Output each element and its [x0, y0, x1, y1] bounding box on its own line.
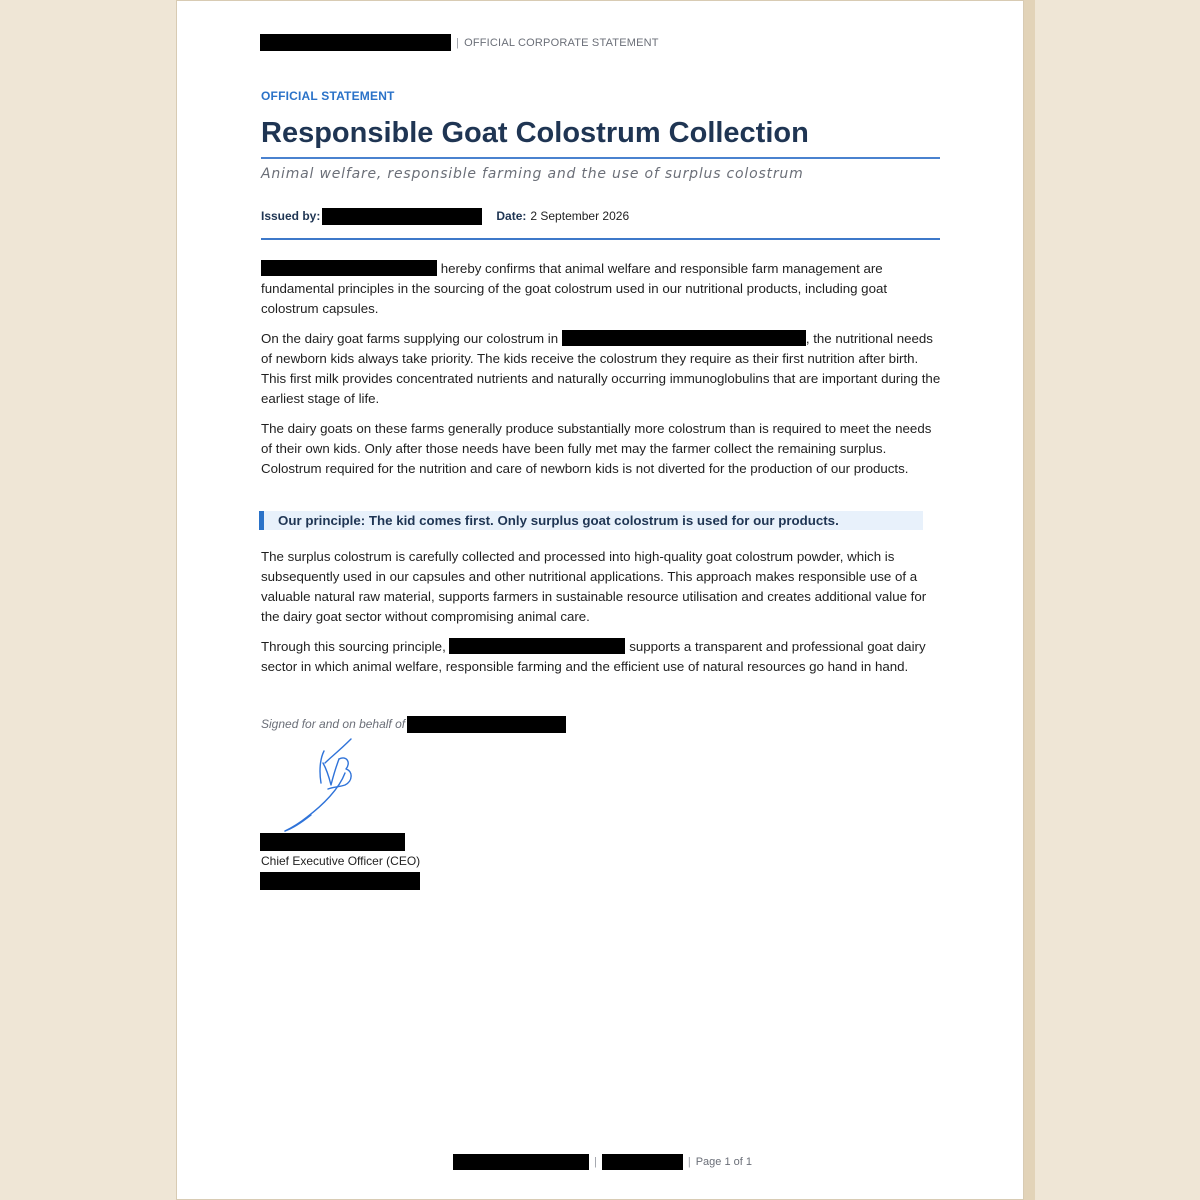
redacted-company-name [260, 34, 451, 51]
title-rule [261, 157, 940, 159]
document-subtitle: Animal welfare, responsible farming and the use of surplus colostrum [261, 166, 804, 182]
redacted-footer-company [453, 1154, 589, 1170]
page-shadow [1024, 0, 1035, 1200]
date-label: Date: [496, 209, 527, 223]
redacted-signatory-name [260, 833, 405, 851]
paragraph-2-text-a: On the dairy goat farms supplying our colostrum in [261, 331, 559, 346]
page-number: Page 1 of 1 [695, 1156, 752, 1168]
paragraph-2-text-b: , the nutritional needs of newborn kids always take priority. The kids receive the colostrum they require as their first nutrition after birth. This first milk provides concentrated nutrients and naturally occurring immunoglobulins that are important during the earliest stage of life. [261, 331, 941, 406]
document-meta [261, 207, 629, 225]
paragraph-5-text-b: supports a transparent and professional goat dairy sector in which animal welfare, responsible farming and the efficient use of natural resources go hand in hand. [261, 639, 926, 674]
document-footer [453, 1154, 752, 1170]
redacted-company-name [261, 260, 437, 276]
header-label: OFFICIAL CORPORATE STATEMENT [464, 36, 659, 49]
signed-on-behalf [261, 715, 566, 733]
document-page [176, 0, 1024, 1200]
redacted-footer-contact [602, 1154, 683, 1170]
handwritten-signature [267, 737, 367, 833]
paragraph-3: The dairy goats on these farms generally produce substantially more colostrum than is required to meet the needs of their own kids. Only after those needs have been fully met may the farmer collect the remaining surplus. Colostrum required for the nutrition and care of newborn kids is not diverted for the production of our products. [261, 421, 932, 476]
issued-by-label: Issued by: [261, 209, 321, 223]
redacted-company-name [260, 872, 420, 890]
paragraph-4: The surplus colostrum is carefully collected and processed into high-quality goat colostrum powder, which is subsequently used in our capsules and other nutritional applications. This approach makes responsible use of a valuable natural raw material, supports farmers in sustainable resource utilisation and creates additional value for the dairy goat sector without compromising animal care. [261, 549, 927, 624]
meta-rule [261, 238, 940, 240]
redacted-company-name [449, 638, 625, 654]
paragraph-5-text-a: Through this sourcing principle, [261, 639, 446, 654]
document-header [260, 34, 659, 51]
signatory-role: Chief Executive Officer (CEO) [261, 854, 421, 868]
document-title: Responsible Goat Colostrum Collection [261, 117, 809, 149]
header-separator: | [456, 36, 460, 49]
signed-label: Signed for and on behalf of [261, 717, 406, 731]
paragraph-1-text: hereby confirms that animal welfare and responsible farm management are fundamental principles in the sourcing of the goat colostrum used in our nutritional products, including goat colostrum capsules. [261, 261, 888, 316]
footer-separator-2: | [687, 1156, 691, 1168]
statement-body-continued [261, 547, 941, 687]
footer-separator: | [594, 1156, 597, 1168]
redacted-issuer [322, 208, 482, 225]
principle-callout: Our principle: The kid comes first. Only surplus goat colostrum is used for our products. [259, 511, 923, 530]
statement-kicker: OFFICIAL STATEMENT [261, 89, 395, 103]
date-value: 2 September 2026 [530, 209, 630, 223]
statement-body [261, 259, 941, 489]
paragraph-2 [261, 329, 941, 409]
redacted-company-name [407, 716, 566, 733]
redacted-region [562, 330, 806, 346]
paragraph-5 [261, 637, 941, 677]
paragraph-1 [261, 259, 941, 319]
